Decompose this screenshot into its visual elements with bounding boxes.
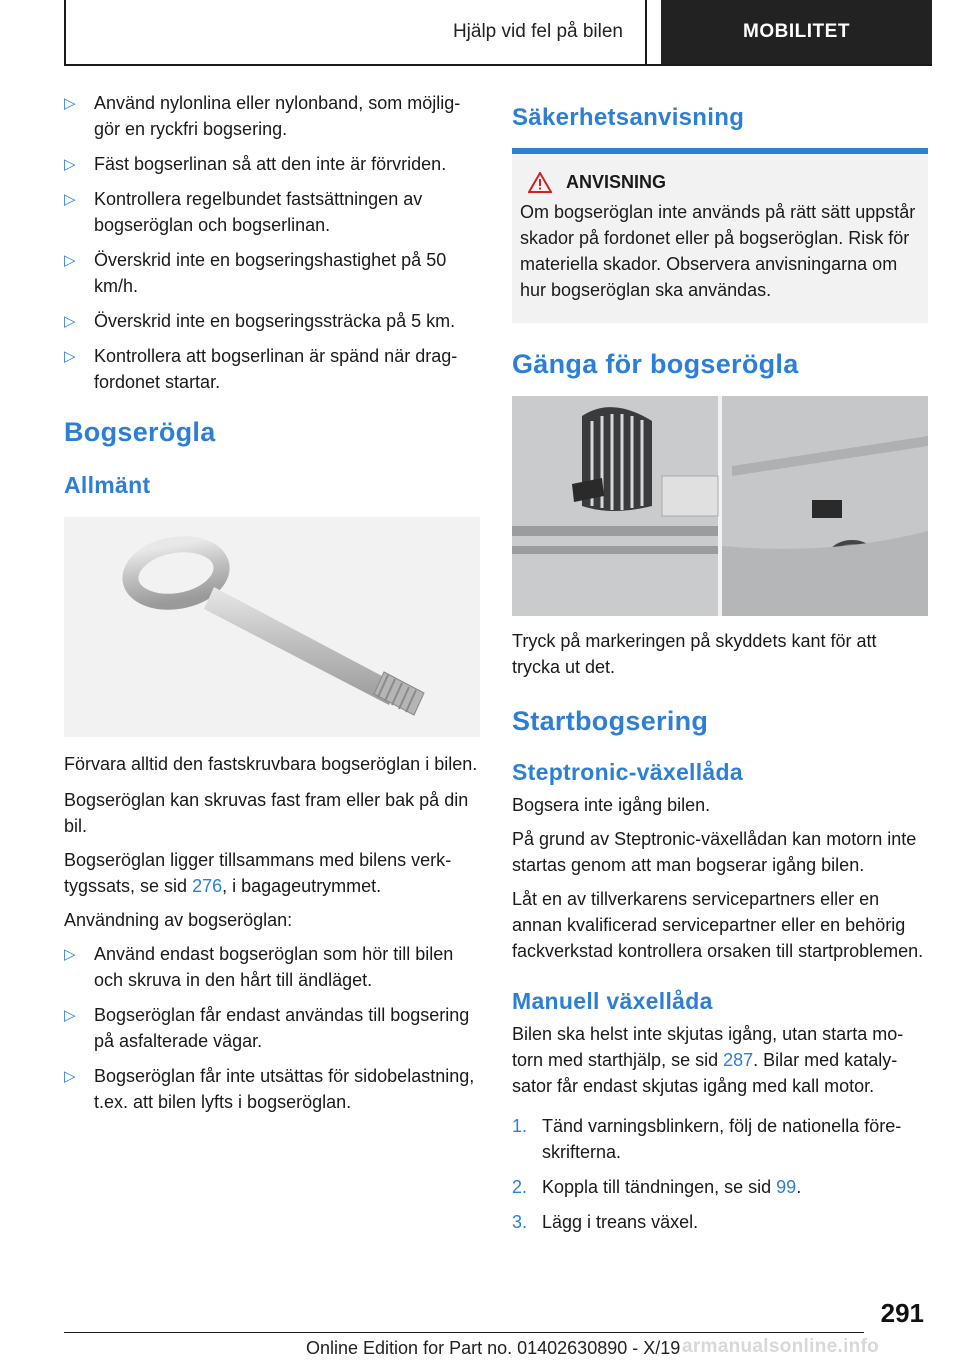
list-item: ▷ Bogseröglan får endast användas till bogsering på asfalterade vägar. [64,1005,470,1051]
page-number: 291 [880,1298,924,1328]
triangle-right-icon: ▷ [64,946,76,963]
warning-header [520,172,920,193]
tow-eye-illustration [64,517,480,737]
right-column [512,90,928,1244]
paragraph-steptronic-3: Låt en av tillverkarens servicepartners eller en annan kvalificerad servicepartner eller en behörig fackverkstad kontrollera orsaken till startproblemen. [512,889,924,961]
subheading-general: Allmänt [64,472,151,498]
list-item: ▷ Fäst bogserlinan så att den inte är förvriden. [64,151,480,177]
list-item: ▷ Överskrid inte en bogseringshastighet på 50 km/h. [64,250,447,296]
bullet-list-towing-rules [64,90,480,395]
triangle-right-icon: ▷ [64,1068,76,1085]
paragraph-usage: Användning av bogseröglan: [64,910,293,930]
triangle-right-icon: ▷ [64,252,76,269]
bumper-image [512,396,928,616]
triangle-right-icon: ▷ [64,313,76,330]
triangle-right-icon: ▷ [64,348,76,365]
bumper-cover-illustration [512,396,928,616]
warning-text: Om bogseröglan inte används på rätt sätt uppstår skador på fordonet eller på bogseröglan. Risk för materiella skador. Observera anvisningarna om hur bogseröglan ska användas. [520,202,916,300]
list-item: ▷ Använd nylonlina eller nylonband, som möjliggör en ryckfri bogsering. [64,93,461,139]
paragraph-steptronic-2: På grund av Steptronic-växellådan kan motorn inte startas genom att man bogserar igång bilen. [512,829,917,875]
header-section-title: Hjälp vid fel på bilen [452,21,623,42]
list-item: ▷ Använd endast bogseröglan som hör till bilen och skruva in den hårt till ändläget. [64,944,454,990]
triangle-right-icon: ▷ [64,156,76,173]
section-heading-safety: Säkerhetsanvisning [512,104,745,131]
page-link-276[interactable]: 276 [192,876,223,896]
header-chapter-tab: MOBILITET [661,0,932,64]
triangle-right-icon: ▷ [64,191,76,208]
warning-title: ANVISNING [566,172,667,192]
paragraph-mount: Bogseröglan kan skruvas fast fram eller bak på din bil. [64,790,469,836]
triangle-right-icon: ▷ [64,1007,76,1024]
list-item: 3. Lägg i treans växel. [512,1212,699,1232]
tow-eye-image [64,517,480,737]
list-item: 2. Koppla till tändningen, se sid 99. [512,1177,802,1197]
subheading-steptronic: Steptronic-växellåda [512,759,743,785]
edition-text: Online Edition for Part no. 01402630890 - X/19 [306,1338,681,1358]
section-heading-thread: Gänga för bogserögla [512,349,799,379]
list-item: ▷ Kontrollera att bogserlinan är spänd när dragfordonet startar. [64,346,458,392]
header-section-box [64,0,647,64]
page-link-99[interactable]: 99 [776,1177,797,1197]
warning-triangle-icon [528,172,552,193]
list-item: ▷ Bogseröglan får inte utsättas för sidobelastning, t.ex. att bilen lyfts i bogseröglan. [64,1066,475,1112]
numbered-steps [512,1113,928,1235]
paragraph-manual: Bilen ska helst inte skjutas igång, utan starta motorn med starthjälp, se sid 287. Bilar med katalysator får endast skjutas igång med kall motor. [512,1024,904,1096]
bullet-list-usage [64,941,480,1115]
section-heading-tow-eye: Bogserögla [64,417,216,447]
paragraph-steptronic-1: Bogsera inte igång bilen. [512,795,711,815]
page-link-287[interactable]: 287 [723,1050,754,1070]
footer-rule [64,1332,864,1333]
list-item: ▷ Kontrollera regelbundet fastsättningen av bogseröglan och bogserlinan. [64,189,423,235]
paragraph-storage: Förvara alltid den fastskruvbara bogseröglan i bilen. [64,754,478,774]
list-item: ▷ Överskrid inte en bogseringssträcka på 5 km. [64,308,480,334]
warning-box [512,148,928,323]
triangle-right-icon: ▷ [64,95,76,112]
subheading-manual: Manuell växellåda [512,988,713,1014]
paragraph-toolkit: Bogseröglan ligger tillsammans med bilens verktygssats, se sid 276, i bagageutrymmet. [64,850,452,896]
section-heading-bump-start: Startbogsering [512,706,709,736]
left-column [64,90,480,1124]
paragraph-thread-instruction: Tryck på markeringen på skyddets kant för att trycka ut det. [512,631,877,677]
header-rule [64,64,932,66]
list-item: 1. Tänd varningsblinkern, följ de nationella föreskrifterna. [512,1116,902,1162]
watermark: armanualsonline.info [682,1336,880,1357]
